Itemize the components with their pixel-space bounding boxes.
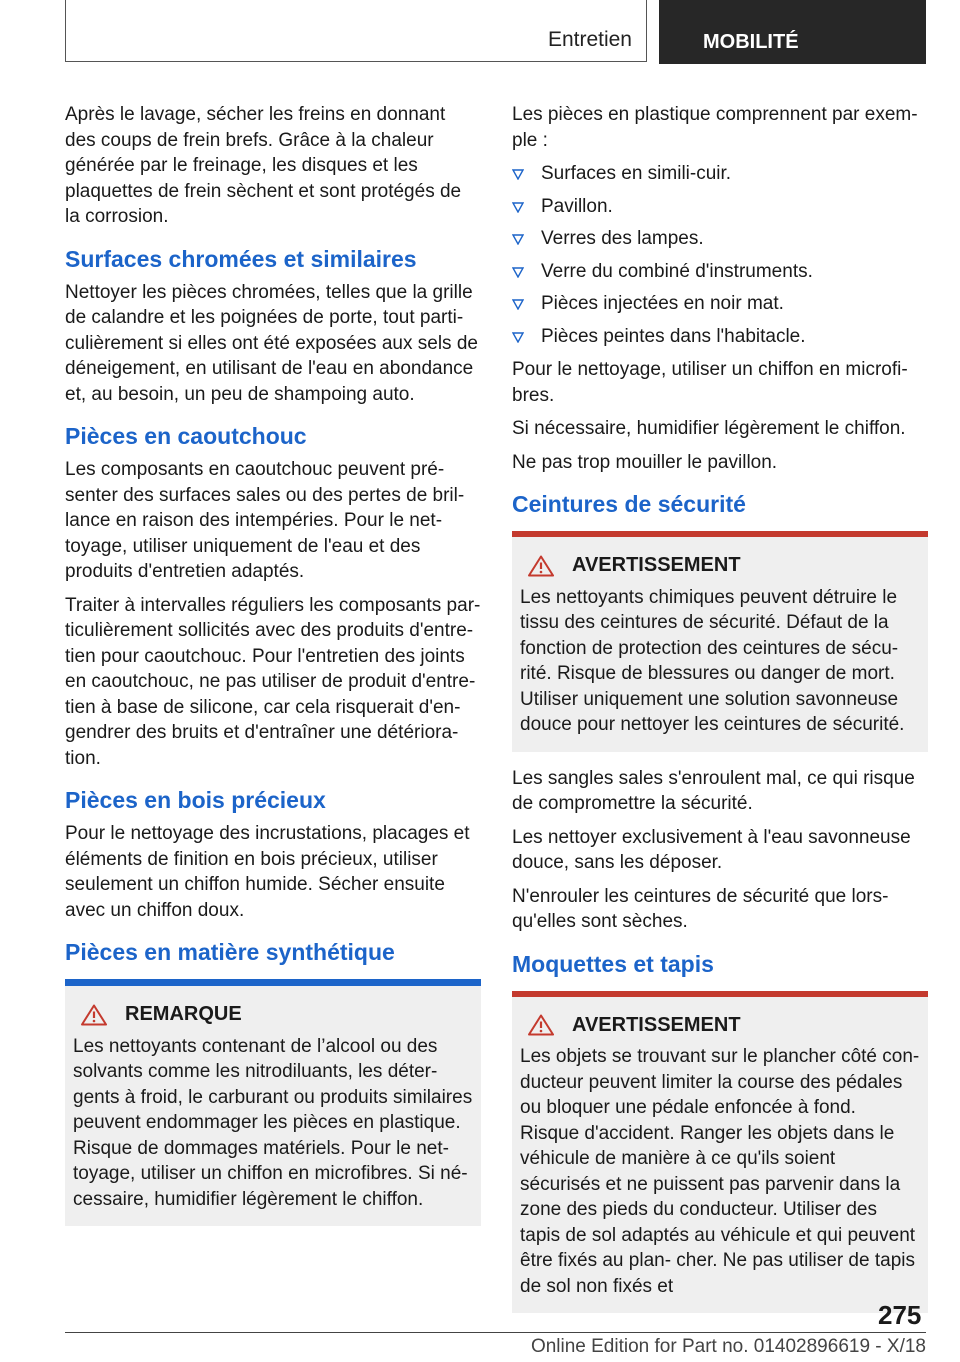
notice-text: Les nettoyants contenant de l’alcool ou des solvants comme les nitrodiluants, les déter‐ gents à froid, le carburant ou produits similaires peuvent endommager les pièces en plastique. Risque de dommages matériels. Pour le net‐ toyage, utiliser un chiffon en microfibres. Si né‐ cessaire, humidifier légèrement le chiffon. bbox=[73, 1035, 473, 1210]
footer-divider bbox=[65, 1332, 926, 1333]
warning-triangle-icon bbox=[528, 1014, 554, 1036]
rubber-paragraph-2: Traiter à intervalles réguliers les composants par‐ ticulièrement sollicités avec des produits d'entre‐ tien pour caoutchouc. Pour l'entretien des joints en caoutchouc, ne pas utiliser de produit d'entre‐ tien à base de silicone, car cela risquerait d'en‐ gendrer des bruits et d'entraîner une détériora‐ tion. bbox=[65, 594, 481, 769]
cleaning-paragraph-2: Si nécessaire, humidifier légèrement le chiffon. bbox=[512, 418, 906, 439]
triangle-bullet-icon bbox=[512, 267, 524, 278]
notice-header bbox=[73, 1002, 473, 1028]
triangle-bullet-icon bbox=[512, 202, 524, 213]
heading-rubber: Pièces en caoutchouc bbox=[65, 423, 307, 449]
left-column bbox=[65, 102, 481, 1240]
chapter-title: MOBILITÉ bbox=[703, 31, 799, 53]
notice-box bbox=[65, 986, 481, 1226]
seatbelt-paragraph-1: Les sangles sales s'enroulent mal, ce qui risque de compromettre la sécurité. bbox=[512, 767, 915, 814]
list-item: Pavillon. bbox=[512, 194, 928, 220]
cleaning-paragraph-3: Ne pas trop mouiller le pavillon. bbox=[512, 451, 778, 473]
heading-wood: Pièces en bois précieux bbox=[65, 787, 326, 813]
warning-triangle-icon bbox=[81, 1004, 107, 1026]
seatbelt-paragraph-2: Les nettoyer exclusivement à l'eau savonneuse douce, sans les déposer. bbox=[512, 826, 911, 873]
list-item: Pièces peintes dans l'habitacle. bbox=[512, 324, 928, 350]
triangle-bullet-icon bbox=[512, 169, 524, 180]
triangle-bullet-icon bbox=[512, 234, 524, 245]
warning-header bbox=[520, 553, 920, 579]
cleaning-paragraph-1: Pour le nettoyage, utiliser un chiffon en microfi‐ bres. bbox=[512, 359, 908, 406]
wood-paragraph: Pour le nettoyage des incrustations, placages et éléments de finition en bois précieux, utiliser seulement un chiffon humide. Sécher ensuite avec un chiffon doux. bbox=[65, 823, 470, 921]
chrome-paragraph: Nettoyer les pièces chromées, telles que la grille de calandre et les poignées de porte, tout parti‐ culièrement si elles ont été exposées aux sels de déneigement, en utilisant de l'eau en abondance et, au besoin, un peu de shampoing auto. bbox=[65, 281, 478, 405]
warning-text: Les nettoyants chimiques peuvent détruire le tissu des ceintures de sécurité. Défaut de la fonction de protection des ceintures de sécu‐ rité. Risque de blessures ou danger de mort. Utiliser uniquement une solution savonneuse douce pour nettoyer les ceintures de sécurité. bbox=[520, 586, 905, 735]
list-item: Surfaces en simili-cuir. bbox=[512, 161, 928, 187]
warning-label: AVERTISSEMENT bbox=[572, 554, 741, 576]
warning-box-carpets bbox=[512, 997, 928, 1314]
warning-box-seatbelts bbox=[512, 537, 928, 752]
intro-paragraph: Après le lavage, sécher les freins en donnant des coups de frein brefs. Grâce à la chaleur générée par le freinage, les disques et les plaquettes de frein sèchent et sont protégés de la corrosion. bbox=[65, 104, 462, 227]
right-column bbox=[512, 102, 928, 1327]
warning-header bbox=[520, 1013, 920, 1039]
warning-label: AVERTISSEMENT bbox=[572, 1013, 741, 1036]
plastic-list bbox=[512, 161, 928, 349]
heading-carpets: Moquettes et tapis bbox=[512, 949, 928, 997]
warning-text: Les objets se trouvant sur le plancher côté con‐ ducteur peuvent limiter la course des pédales ou bloquer une pédale enfoncée à fond. Risque d'accident. Ranger les objets dans le véhicule de manière à ce qu'ils soient sécurisés et ne puissent pas parvenir dans la zone des pieds du conducteur. Utiliser des tapis de sol adaptés au véhicule et qui peuvent être fixés au plan‐ cher. Ne pas utiliser de tapis de sol non fixés et bbox=[520, 1046, 920, 1297]
list-item: Pièces injectées en noir mat. bbox=[512, 291, 928, 317]
triangle-bullet-icon bbox=[512, 299, 524, 310]
section-title: Entretien bbox=[65, 0, 647, 62]
triangle-bullet-icon bbox=[512, 332, 524, 343]
list-item: Verres des lampes. bbox=[512, 226, 928, 252]
page-header bbox=[65, 0, 926, 64]
rubber-paragraph-1: Les composants en caoutchouc peuvent pré‐ senter des surfaces sales ou des pertes de bril‐ lance en raison des intempéries. Pour le net‐ toyage, utiliser uniquement de l'eau et des produits d'entretien adaptés. bbox=[65, 459, 465, 582]
chapter-tab bbox=[659, 0, 926, 64]
plastic-intro: Les pièces en plastique comprennent par exem‐ ple : bbox=[512, 104, 918, 151]
notice-label: REMARQUE bbox=[125, 1003, 242, 1025]
warning-triangle-icon bbox=[528, 555, 554, 577]
heading-synthetic: Pièces en matière synthétique bbox=[65, 937, 481, 986]
edition-footer: Online Edition for Part no. 01402896619 - X/18 bbox=[530, 1336, 926, 1357]
heading-seatbelts: Ceintures de sécurité bbox=[512, 489, 928, 537]
seatbelt-paragraph-3: N'enrouler les ceintures de sécurité que lors‐ qu'elles sont sèches. bbox=[512, 885, 889, 932]
list-item: Verre du combiné d'instruments. bbox=[512, 259, 928, 285]
page-number: 275 bbox=[878, 1300, 922, 1330]
heading-chrome: Surfaces chromées et similaires bbox=[65, 245, 417, 272]
